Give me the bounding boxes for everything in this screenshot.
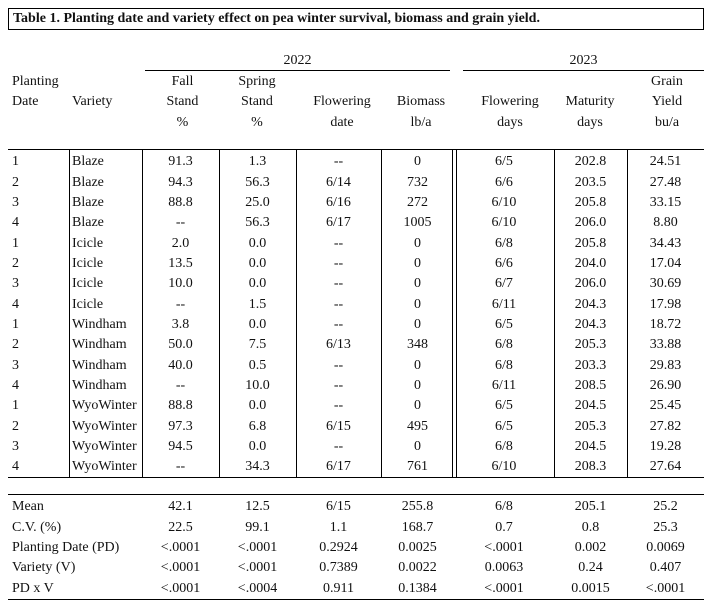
- header-flowering22-1: Flowering: [313, 94, 371, 109]
- value-cell: 203.5: [574, 174, 607, 190]
- stat-value-cell: 0.911: [323, 580, 354, 596]
- header-maturity-1: Maturity: [565, 94, 615, 109]
- stat-label-cell: C.V. (%): [12, 519, 62, 535]
- stat-value-cell: 6/8: [495, 499, 513, 515]
- value-cell: 6/6: [495, 174, 513, 190]
- value-cell: 205.8: [574, 235, 607, 251]
- variety-cell: Blaze: [72, 174, 104, 190]
- header-flowering23-1: Flowering: [481, 94, 539, 109]
- value-cell: 56.3: [245, 174, 270, 190]
- value-cell: 208.3: [574, 459, 607, 475]
- stat-value-cell: 6/15: [326, 499, 351, 515]
- value-cell: 26.90: [649, 377, 682, 393]
- value-cell: 27.64: [649, 459, 682, 475]
- header-fall-unit: %: [176, 115, 189, 130]
- stats-row: [8, 558, 704, 578]
- value-cell: --: [333, 255, 344, 271]
- value-cell: 50.0: [168, 337, 193, 353]
- stat-label-cell: Mean: [12, 499, 44, 515]
- stat-value-cell: 205.1: [574, 499, 607, 515]
- stat-value-cell: <.0001: [160, 539, 201, 555]
- value-cell: 6/17: [326, 215, 351, 231]
- table-row: [8, 274, 704, 294]
- year-2022-header: 2022: [283, 53, 312, 68]
- value-cell: 6/13: [326, 337, 351, 353]
- data-table: [8, 152, 704, 478]
- variety-cell: WyoWinter: [72, 398, 137, 414]
- value-cell: 0.0: [248, 255, 267, 271]
- value-cell: 0: [414, 255, 421, 271]
- value-cell: 0: [414, 235, 421, 251]
- body-top-rule: [8, 149, 704, 150]
- table-row: [8, 172, 704, 192]
- header-yield-2: Yield: [651, 94, 683, 109]
- header-flowering23-unit: days: [497, 115, 523, 130]
- stat-value-cell: 0.2924: [319, 539, 358, 555]
- variety-cell: Icicle: [72, 235, 104, 251]
- value-cell: 10.0: [245, 377, 270, 393]
- value-cell: 19.28: [649, 438, 682, 454]
- variety-cell: WyoWinter: [72, 418, 137, 434]
- planting-date-cell: 4: [12, 215, 19, 231]
- planting-date-cell: 3: [12, 357, 19, 373]
- table-row: [8, 193, 704, 213]
- variety-cell: Windham: [72, 377, 127, 393]
- value-cell: 0.5: [248, 357, 267, 373]
- header-variety: Variety: [72, 94, 113, 109]
- variety-cell: Blaze: [72, 215, 104, 231]
- value-cell: 6/11: [491, 377, 517, 393]
- stat-value-cell: 0.8: [581, 519, 600, 535]
- stat-label-cell: PD x V: [12, 580, 54, 596]
- value-cell: 203.3: [574, 357, 607, 373]
- stat-value-cell: 0.1384: [398, 580, 437, 596]
- value-cell: 0: [414, 377, 421, 393]
- value-cell: 6/17: [326, 459, 351, 475]
- table-row: [8, 254, 704, 274]
- value-cell: --: [333, 438, 344, 454]
- value-cell: 0.0: [248, 276, 267, 292]
- variety-cell: Icicle: [72, 255, 104, 271]
- value-cell: 204.3: [574, 316, 607, 332]
- value-cell: 6/7: [495, 276, 513, 292]
- value-cell: 0: [414, 438, 421, 454]
- value-cell: 3.8: [171, 316, 190, 332]
- table-title: Table 1. Planting date and variety effect on pea winter survival, biomass and grain yield.: [8, 8, 704, 30]
- value-cell: 1.3: [248, 154, 267, 170]
- stat-value-cell: 0.0015: [571, 580, 610, 596]
- stat-value-cell: 0.002: [574, 539, 607, 555]
- stat-value-cell: <.0001: [645, 580, 686, 596]
- value-cell: 2.0: [171, 235, 190, 251]
- stat-value-cell: 99.1: [245, 519, 270, 535]
- value-cell: --: [333, 296, 344, 312]
- planting-date-cell: 4: [12, 377, 19, 393]
- table-row: [8, 457, 704, 477]
- table-row: [8, 315, 704, 335]
- table-row: [8, 213, 704, 233]
- stat-value-cell: <.0001: [237, 560, 278, 576]
- header-fall-1: Fall: [171, 74, 194, 89]
- value-cell: 30.69: [649, 276, 682, 292]
- value-cell: 25.0: [245, 194, 270, 210]
- stat-value-cell: <.0001: [484, 539, 524, 555]
- variety-cell: Windham: [72, 337, 127, 353]
- value-cell: 0: [414, 357, 421, 373]
- header-yield-unit: bu/a: [654, 115, 680, 130]
- value-cell: --: [175, 215, 186, 231]
- value-cell: --: [333, 276, 344, 292]
- value-cell: 1005: [403, 215, 432, 231]
- planting-date-cell: 3: [12, 438, 19, 454]
- header-fall-2: Stand: [166, 94, 199, 109]
- value-cell: 27.48: [649, 174, 682, 190]
- value-cell: 6/10: [491, 194, 517, 210]
- value-cell: 97.3: [168, 418, 193, 434]
- value-cell: 0.0: [248, 235, 267, 251]
- header-planting-1: Planting: [12, 74, 59, 89]
- value-cell: --: [333, 377, 344, 393]
- table-row: [8, 355, 704, 375]
- value-cell: 6/8: [495, 235, 513, 251]
- stat-value-cell: <.0001: [160, 580, 201, 596]
- stat-label-cell: Variety (V): [12, 560, 76, 576]
- stat-value-cell: <.0001: [484, 580, 524, 596]
- value-cell: 94.5: [168, 438, 193, 454]
- stat-value-cell: <.0001: [237, 539, 278, 555]
- value-cell: 348: [407, 337, 428, 353]
- value-cell: 24.51: [649, 154, 682, 170]
- value-cell: 6/5: [495, 154, 513, 170]
- planting-date-cell: 3: [12, 194, 19, 210]
- value-cell: 0.0: [248, 438, 267, 454]
- header-yield-1: Grain: [651, 74, 683, 89]
- value-cell: 88.8: [168, 398, 193, 414]
- value-cell: --: [175, 459, 186, 475]
- planting-date-cell: 1: [12, 316, 19, 332]
- value-cell: 206.0: [574, 215, 607, 231]
- planting-date-cell: 2: [12, 255, 19, 271]
- planting-date-cell: 2: [12, 418, 19, 434]
- value-cell: --: [175, 296, 186, 312]
- stats-top-rule-1: [8, 477, 704, 478]
- planting-date-cell: 1: [12, 154, 19, 170]
- value-cell: 8.80: [653, 215, 678, 231]
- value-cell: 761: [407, 459, 428, 475]
- value-cell: 202.8: [574, 154, 607, 170]
- stat-value-cell: 0.24: [578, 560, 603, 576]
- planting-date-cell: 3: [12, 276, 19, 292]
- value-cell: 204.5: [574, 438, 607, 454]
- value-cell: 29.83: [649, 357, 682, 373]
- variety-cell: WyoWinter: [72, 438, 137, 454]
- value-cell: 17.98: [649, 296, 682, 312]
- value-cell: --: [333, 316, 344, 332]
- value-cell: 204.5: [574, 398, 607, 414]
- value-cell: 6/5: [495, 398, 513, 414]
- value-cell: --: [333, 357, 344, 373]
- planting-date-cell: 1: [12, 398, 19, 414]
- stat-value-cell: <.0001: [160, 560, 201, 576]
- header-planting-2: Date: [12, 94, 39, 109]
- value-cell: 33.88: [649, 337, 682, 353]
- stat-value-cell: 168.7: [401, 519, 434, 535]
- stats-top-rule-2: [8, 494, 704, 495]
- stat-value-cell: 255.8: [401, 499, 434, 515]
- table-row: [8, 233, 704, 253]
- value-cell: 204.3: [574, 296, 607, 312]
- table-row: [8, 396, 704, 416]
- value-cell: 56.3: [245, 215, 270, 231]
- table-row: [8, 416, 704, 436]
- value-cell: 34.3: [245, 459, 270, 475]
- table-bottom-rule: [8, 599, 704, 600]
- stat-value-cell: 0.7389: [319, 560, 358, 576]
- stat-value-cell: 0.0069: [646, 539, 685, 555]
- value-cell: 0: [414, 154, 421, 170]
- value-cell: 27.82: [649, 418, 682, 434]
- header-biomass-1: Biomass: [396, 94, 446, 109]
- value-cell: 13.5: [168, 255, 193, 271]
- value-cell: 206.0: [574, 276, 607, 292]
- value-cell: 6/8: [495, 337, 513, 353]
- stat-value-cell: 12.5: [245, 499, 270, 515]
- value-cell: 0: [414, 316, 421, 332]
- value-cell: 6/5: [495, 316, 513, 332]
- value-cell: 0: [414, 276, 421, 292]
- value-cell: 495: [407, 418, 428, 434]
- table-row: [8, 376, 704, 396]
- value-cell: 7.5: [248, 337, 267, 353]
- value-cell: 1.5: [248, 296, 267, 312]
- stat-value-cell: <.0004: [237, 580, 278, 596]
- value-cell: 94.3: [168, 174, 193, 190]
- value-cell: 6/11: [491, 296, 517, 312]
- header-biomass-unit: lb/a: [410, 115, 432, 130]
- variety-cell: Blaze: [72, 194, 104, 210]
- variety-cell: Windham: [72, 357, 127, 373]
- value-cell: 6/16: [326, 194, 351, 210]
- value-cell: 205.8: [574, 194, 607, 210]
- value-cell: 18.72: [649, 316, 682, 332]
- variety-cell: Icicle: [72, 296, 104, 312]
- planting-date-cell: 4: [12, 459, 19, 475]
- planting-date-cell: 2: [12, 174, 19, 190]
- value-cell: 6/5: [495, 418, 513, 434]
- value-cell: --: [333, 235, 344, 251]
- header-spring-2: Stand: [241, 94, 273, 109]
- year-2023-header: 2023: [569, 53, 598, 68]
- header-spring-1: Spring: [238, 74, 276, 89]
- stats-row: [8, 497, 704, 517]
- value-cell: 40.0: [168, 357, 193, 373]
- stat-value-cell: 0.407: [649, 560, 682, 576]
- stats-row: [8, 538, 704, 558]
- stat-value-cell: 0.0022: [398, 560, 437, 576]
- table-row: [8, 152, 704, 172]
- value-cell: 6/15: [326, 418, 351, 434]
- year-2023-rule: [463, 70, 704, 71]
- stat-value-cell: 25.3: [653, 519, 678, 535]
- value-cell: 6/8: [495, 438, 513, 454]
- value-cell: 6/10: [491, 459, 517, 475]
- value-cell: 0.0: [248, 316, 267, 332]
- stat-label-cell: Planting Date (PD): [12, 539, 120, 555]
- value-cell: 205.3: [574, 337, 607, 353]
- value-cell: 91.3: [168, 154, 193, 170]
- value-cell: --: [333, 154, 344, 170]
- value-cell: 6/6: [495, 255, 513, 271]
- stats-row: [8, 578, 704, 598]
- stats-row: [8, 517, 704, 537]
- value-cell: 0.0: [248, 398, 267, 414]
- header-maturity-unit: days: [577, 115, 603, 130]
- value-cell: 17.04: [649, 255, 682, 271]
- table-row: [8, 294, 704, 314]
- variety-cell: Blaze: [72, 154, 104, 170]
- stat-value-cell: 0.7: [495, 519, 513, 535]
- stat-value-cell: 25.2: [653, 499, 678, 515]
- value-cell: 10.0: [168, 276, 193, 292]
- planting-date-cell: 4: [12, 296, 19, 312]
- stat-value-cell: 22.5: [168, 519, 193, 535]
- header-spring-unit: %: [251, 115, 263, 130]
- stat-value-cell: 42.1: [168, 499, 193, 515]
- value-cell: 208.5: [574, 377, 607, 393]
- value-cell: --: [175, 377, 186, 393]
- stat-value-cell: 1.1: [329, 519, 348, 535]
- value-cell: 25.45: [649, 398, 682, 414]
- stat-value-cell: 0.0025: [398, 539, 437, 555]
- value-cell: 0: [414, 398, 421, 414]
- table-row: [8, 335, 704, 355]
- planting-date-cell: 2: [12, 337, 19, 353]
- stat-value-cell: 0.0063: [484, 560, 524, 576]
- value-cell: 6/8: [495, 357, 513, 373]
- year-2022-rule: [145, 70, 450, 71]
- value-cell: 88.8: [168, 194, 193, 210]
- value-cell: 204.0: [574, 255, 607, 271]
- value-cell: 732: [407, 174, 428, 190]
- value-cell: --: [333, 398, 344, 414]
- value-cell: 6/10: [491, 215, 517, 231]
- variety-cell: Windham: [72, 316, 127, 332]
- value-cell: 272: [407, 194, 428, 210]
- variety-cell: Icicle: [72, 276, 104, 292]
- value-cell: 33.15: [649, 194, 682, 210]
- planting-date-cell: 1: [12, 235, 19, 251]
- value-cell: 6.8: [248, 418, 267, 434]
- stats-table: [8, 497, 704, 599]
- header-flowering22-unit: date: [330, 115, 354, 130]
- value-cell: 6/14: [326, 174, 351, 190]
- value-cell: 0: [414, 296, 421, 312]
- variety-cell: WyoWinter: [72, 459, 137, 475]
- value-cell: 34.43: [649, 235, 682, 251]
- table-row: [8, 437, 704, 457]
- value-cell: 205.3: [574, 418, 607, 434]
